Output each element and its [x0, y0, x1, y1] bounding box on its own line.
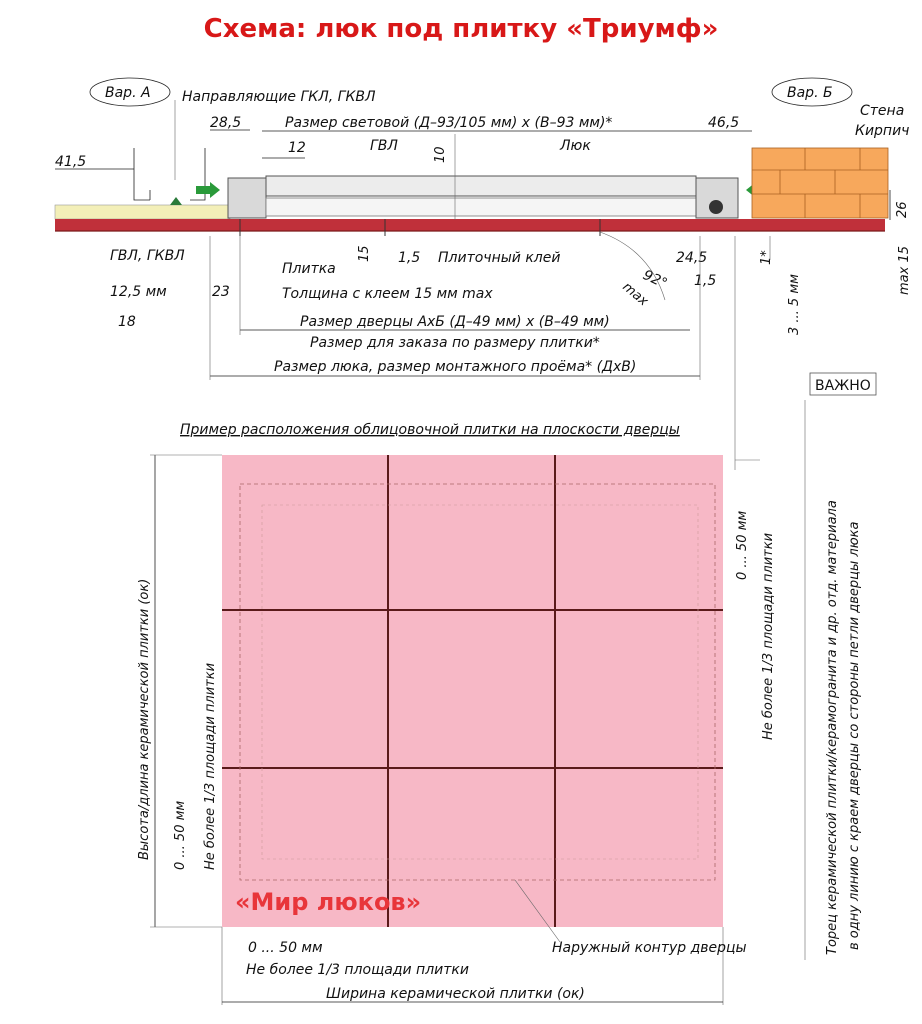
light-size-label: Размер световой (Д–93/105 мм) х (В–93 мм)*: [285, 115, 613, 131]
bottom-rule: Не более 1/3 площади плитки: [246, 962, 469, 978]
hatch-frame-left: [228, 178, 266, 218]
important-label: ВАЖНО: [815, 378, 871, 394]
hatch-door-panel: [266, 176, 696, 196]
dim-12-5: 12,5 мм: [110, 284, 167, 300]
gvl-label: ГВЛ: [370, 138, 398, 154]
hatch-size-label: Размер люка, размер монтажного проёма* (ДхВ): [274, 359, 637, 375]
side-note-line2: в одну линию с краем дверцы со стороны петли дверцы люка: [847, 521, 862, 950]
screw-icon: [170, 197, 182, 205]
brick-label: Кирпич: [855, 123, 910, 139]
layout-caption: Пример расположения облицовочной плитки на плоскости дверцы: [180, 422, 680, 438]
angle-92: 92°: [640, 267, 670, 293]
variant-a-label: Вар. А: [105, 85, 151, 101]
guide-profile: [134, 148, 205, 200]
left-rule: Не более 1/3 площади плитки: [203, 662, 218, 870]
tile-floor-strip: [55, 219, 885, 231]
guides-label: Направляющие ГКЛ, ГКВЛ: [182, 89, 376, 105]
brand-watermark: «Мир люков»: [235, 888, 422, 916]
dim-18: 18: [118, 314, 136, 330]
dim-10: 10: [433, 146, 448, 163]
right-range: 0 ... 50 мм: [735, 510, 750, 580]
brick-wall: [752, 148, 888, 218]
tile-glue-label: Плиточный клей: [438, 250, 561, 266]
tile-label: Плитка: [282, 261, 336, 277]
dim-28-5: 28,5: [210, 115, 242, 131]
hatch-label: Люк: [560, 138, 591, 154]
dim-46-5: 46,5: [708, 115, 740, 131]
left-height: Высота/длина керамической плитки (ок): [137, 578, 152, 860]
order-size-label: Размер для заказа по размеру плитки*: [310, 335, 600, 351]
dim-max-15: max 15: [897, 246, 912, 295]
thickness-label: Толщина с клеем 15 мм max: [282, 286, 493, 302]
dim-24-5: 24,5: [676, 250, 708, 266]
dim-23: 23: [212, 284, 230, 300]
tile-panel: [222, 455, 723, 927]
bottom-width: Ширина керамической плитки (ок): [326, 986, 585, 1002]
cross-section: [55, 78, 912, 470]
door-size-label: Размер дверцы АхБ (Д–49 мм) х (В–49 мм): [300, 314, 610, 330]
angle-max: max: [619, 279, 651, 310]
dim-1-star: 1*: [759, 250, 774, 265]
left-range: 0 ... 50 мм: [173, 800, 188, 870]
dim-15a: 15: [357, 245, 372, 262]
dim-41-5: 41,5: [55, 154, 87, 170]
variant-b-label: Вар. Б: [787, 85, 833, 101]
gvl-gkvl-label: ГВЛ, ГКВЛ: [110, 248, 185, 264]
side-note-line1: Торец керамической плитки/керамогранита и др. отд. материала: [825, 500, 840, 955]
dim-1-5a: 1,5: [398, 250, 421, 266]
dim-3-5: 3 ... 5 мм: [787, 274, 802, 335]
dim-26: 26: [895, 201, 910, 218]
wall-label: Стена: [860, 103, 905, 119]
outer-contour-label: Наружный контур дверцы: [552, 940, 747, 956]
bottom-range: 0 ... 50 мм: [248, 940, 323, 956]
gvl-board: [55, 205, 230, 219]
dim-1-5b: 1,5: [694, 273, 717, 289]
dim-12: 12: [288, 140, 306, 156]
arrow-left-icon: [196, 182, 220, 198]
hinge-icon: [709, 200, 723, 214]
page-title: Схема: люк под плитку «Триумф»: [203, 14, 719, 44]
tile-layout: [137, 373, 876, 1005]
right-rule: Не более 1/3 площади плитки: [761, 532, 776, 740]
